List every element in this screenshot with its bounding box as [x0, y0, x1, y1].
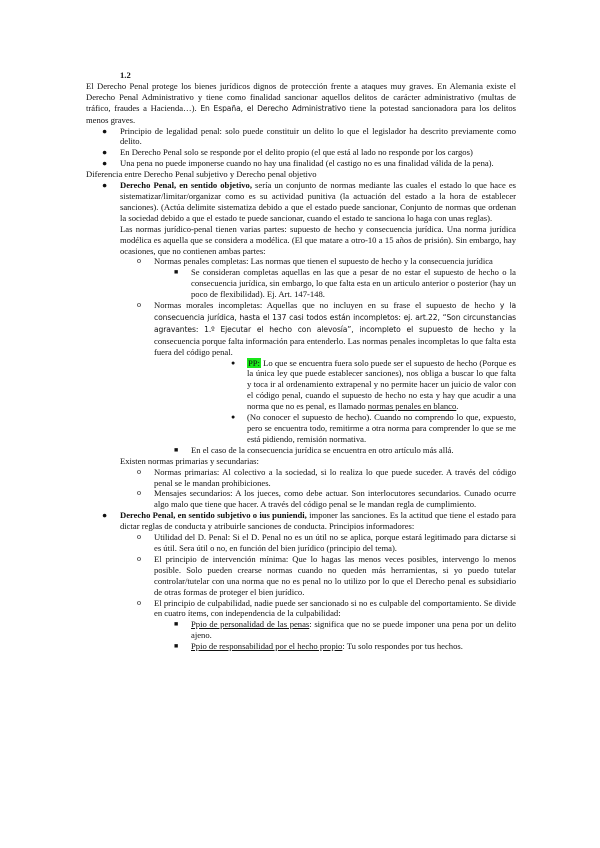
circle-marker: o: [137, 466, 141, 476]
culp-label: Ppio de personalidad de las penas: [191, 619, 310, 630]
bullet-marker: ●: [102, 125, 108, 136]
pp-label: PP:: [248, 357, 260, 368]
objective-title: Derecho Penal, en sentido objetivo,: [120, 180, 252, 191]
list-item: [137, 488, 516, 510]
incomplete-sub-list: [154, 358, 516, 456]
principles-list: [86, 126, 516, 170]
bullet-marker: ●: [102, 147, 108, 158]
culpability-list: [154, 619, 516, 652]
pp-end: .: [456, 401, 459, 412]
list-item: [191, 358, 516, 445]
principle-text: El principio de intervención mínima: Que lo hagas las menos veces posibles, intervengo lo menos posible. Solo pueden crearse normas cuando no queden más herramientas, si yo puedo tutelar controlar/tutelar con una norma que no es penal no lo utilizo por lo que el Derecho penal es subsidiario de otras formas de proteger el bien jurídico.: [154, 553, 516, 597]
circle-marker: o: [137, 488, 141, 498]
list-item: [102, 158, 516, 169]
pp-underline: normas penales en blanco: [367, 401, 457, 412]
list-item: [137, 256, 516, 300]
subjective-item: [102, 510, 517, 652]
culp-label: Ppio de responsabilidad por el hecho propio: [191, 641, 343, 652]
principle-text: El principio de culpabilidad, nadie puede ser sancionado si no es culpable del comportamiento. Se divide en cuatro ítems, con independencia de la culpabilidad:: [154, 597, 516, 619]
complete-norms: Normas penales completas: Las normas que tienen el supuesto de hecho y la consecuencia jurídica: [154, 256, 493, 267]
objective-text: sería un conjunto de normas mediante las cuales el estado lo que hace es sistematizar/limitar/organizar como es su actividad punitiva (la actuación del estado a la hora de establecer sanciones). (Actúa delimite sistematiza debido a que el estado puede sancionar, Conjunto de normas que ordenan la sociedad debido a que el estado te puede sancionar, cuando el estado te sanciona lo haga con unas reglas).: [120, 180, 516, 223]
principle-text: Principio de legalidad penal: solo puede constituir un delito lo que el legislador ha descrito previamente como delito.: [120, 125, 516, 147]
list-item: [137, 466, 516, 489]
bullet-marker: ●: [102, 158, 108, 169]
intro-text: El Derecho Penal protege los bienes jurídicos dignos de protección frente a ataques muy graves. En Alemania existe el Derecho Penal Administrativo y tiene como finalidad sancionar aquellos delitos de carácter administrativo (multas de tráfico, fraudes a Hacienda…).: [86, 80, 516, 113]
list-item: [231, 357, 516, 413]
section-number: 1.2: [120, 70, 131, 80]
square-marker: ■: [174, 620, 179, 629]
incomplete-handwritten-1: y la consecuencia jurídica, hasta el 137 casi todos están incompletos: ej. art.22, “Son: [154, 301, 516, 322]
incomplete-handwritten-2: circunstancias agravantes: 1.º Ejecutar el hecho con alevosía”, incompleto el supuesto de: [154, 312, 516, 334]
intro-tail: tiene la potestad sancionadora para los delitos menos graves.: [86, 102, 517, 125]
list-item: [231, 412, 516, 445]
list-item: [174, 267, 516, 300]
norm-types-list: [120, 256, 516, 455]
circle-marker: o: [137, 553, 141, 563]
bullet-marker: ●: [102, 510, 108, 521]
bullet-marker: ●: [231, 358, 236, 367]
document-page: [86, 70, 516, 652]
circle-marker: o: [137, 597, 141, 607]
square-marker: ■: [174, 268, 179, 277]
list-item: [174, 444, 516, 456]
primarias-text: Normas primarias: Al colectivo a la sociedad, si lo realiza lo que puede suceder. A través del código penal se le mandan prohibiciones.: [154, 466, 516, 488]
primary-secondary-line: Existen normas primarias y secundarias:: [120, 455, 259, 466]
list-item: [137, 597, 517, 653]
circle-marker: o: [137, 532, 141, 542]
subjective-text: imponer las sanciones. Es la actitud que tiene el estado para dictar reglas de conducta y atribuirle sanciones de conducta. Principios informadores:: [120, 510, 516, 532]
principle-text: Una pena no puede imponerse cuando no hay una finalidad (el castigo no es una finalidad válida de la pena).: [120, 158, 494, 169]
list-item: [102, 125, 516, 148]
square-marker: ■: [174, 445, 179, 454]
objective-para2: Las normas jurídico-penal tienen varias partes: supuesto de hecho y consecuencia jurídica. Una norma jurídica modélica es aquella que se considera a modélica. (El que matare a otro-10 a 15 años de prisión). Sin embargo, hay ocasiones, que no contienen ambas partes:: [120, 223, 516, 256]
incomplete-norms-a: Normas morales incompletas: Aquellas que no incluyen en su frase el supuesto de hecho: [154, 300, 495, 311]
list-item: [174, 641, 516, 652]
incomplete-norms-b: hecho y la consecuencia porque falta información para entenderlo. Las normas penales incompletas lo que falta esta fuera del código penal.: [154, 323, 516, 357]
principle-text: Utilidad del D. Penal: Si el D. Penal no es un útil no se aplica, porque estará legitimado para dictarse si es útil. Sera útil o no, en función del bien jurídico (principio del tema).: [154, 532, 516, 553]
culp-text: : significa que no se puede imponer una pena por un delito ajeno.: [191, 619, 517, 641]
complete-sub-list: [154, 267, 516, 300]
secundarias-text: Mensajes secundarios: A los jueces, como debe actuar. Son interlocutores secundarios. Cunado ocurre algo malo que tiene que hacer. A través del código penal se le mandan regla de cumplimiento.: [154, 488, 516, 510]
complete-sub-text: Se consideran completas aquellas en las que a pesar de no estar el supuesto de hecho o la consecuencia jurídica, sin embargo, lo que falta esta en un articulo anterior o posterior (hay un poco de flexibilidad). Ej. Art. 147-148.: [191, 267, 516, 300]
pp-list: [191, 358, 516, 445]
no-conocer-text: (No conocer el supuesto de hecho). Cuando no comprendo lo que, expuesto, pero se encuentra todo, remitirme a otra norma para comprender lo que se me está pidiendo, remisión normativa.: [247, 412, 516, 444]
square-marker: ■: [174, 642, 179, 651]
circle-marker: o: [137, 300, 141, 310]
list-item: [102, 147, 516, 158]
list-item: [137, 532, 516, 554]
list-item: [174, 619, 517, 641]
intro-paragraph: [86, 81, 516, 126]
subjective-title: Derecho Penal, en sentido subjetivo o ius puniendi,: [120, 510, 307, 521]
bullet-marker: ●: [231, 413, 236, 422]
informing-principles-list: [120, 532, 516, 652]
circle-marker: o: [137, 256, 141, 266]
primary-secondary-list: [120, 467, 516, 511]
consecuencia-text: En el caso de la consecuencia jurídica se encuentra en otro artículo más allá.: [191, 444, 454, 455]
bullet-marker: ●: [102, 180, 108, 191]
law-types-list: [86, 180, 516, 652]
list-item: [137, 553, 516, 598]
pp-text: Lo que se encuentra fuera solo puede ser el supuesto de hecho (Porque es la única ley que puede establecer sanciones), nos obliga a buscar lo que falta y toca ir al ordenamiento extrapenal y no permite hacer un juicio de valor con el código penal, cuando el supuesto de hecho no esta y hay que acudir a una norma que no es penal, es llamado: [247, 357, 516, 412]
intro-handwritten: En España, el Derecho Administrativo: [200, 103, 346, 113]
objective-item: [102, 180, 516, 510]
difference-line: Diferencia entre Derecho Penal subjetivo y Derecho penal objetivo: [86, 169, 317, 180]
principle-text: En Derecho Penal solo se responde por el delito propio (el que está al lado no responde por los cargos): [120, 147, 473, 158]
list-item: [137, 300, 516, 456]
culp-text: : Tu solo respondes por tus hechos.: [342, 641, 463, 652]
